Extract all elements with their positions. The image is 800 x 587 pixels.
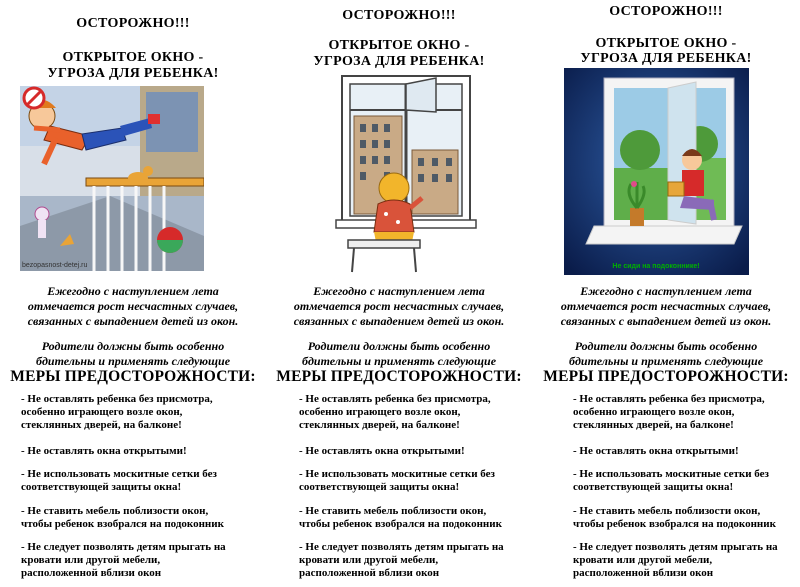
- intro-text: [266, 284, 532, 329]
- title-line-1: ОТКРЫТОЕ ОКНО -: [328, 38, 470, 53]
- rule-line: особенно играющего возле окон,: [299, 406, 461, 419]
- rule-line: расположенной вблизи окон: [21, 567, 162, 580]
- rule-line: кровати или другой мебели,: [573, 554, 713, 567]
- rule-line: - Не использовать москитные сетки без: [573, 468, 769, 480]
- rule-line: особенно играющего возле окон,: [573, 406, 735, 419]
- rule-item: [21, 541, 261, 581]
- rule-line: - Не оставлять окна открытыми!: [299, 445, 465, 457]
- rule-line: чтобы ребенок взобрался на подоконник: [573, 518, 776, 531]
- parents-text: [0, 339, 266, 369]
- parents-line: бдительны и применять следующие: [568, 354, 764, 368]
- rule-line: стеклянных дверей, на балконе!: [299, 419, 460, 432]
- leaflet-column-2: [266, 0, 532, 587]
- parents-line: Родители должны быть особенно: [574, 339, 758, 353]
- windowsill-illustration: [564, 68, 749, 275]
- rule-line: - Не следует позволять детям прыгать на: [21, 541, 226, 553]
- rule-line: - Не оставлять ребенка без присмотра,: [573, 393, 765, 405]
- parents-line: бдительны и применять следующие: [35, 354, 231, 368]
- illustration-child-at-window: [324, 72, 484, 274]
- precautions-heading: МЕРЫ ПРЕДОСТОРОЖНОСТИ:: [543, 368, 789, 385]
- rule-item: [21, 468, 261, 494]
- intro-line: Ежегодно с наступлением лета: [47, 284, 219, 298]
- illustration-child-falling-from-balcony: [20, 86, 204, 271]
- parents-line: бдительны и применять следующие: [301, 354, 497, 368]
- rule-item: [21, 505, 261, 531]
- rule-item: [299, 541, 539, 581]
- rule-line: соответствующей защиты окна!: [299, 481, 460, 494]
- rule-line: кровати или другой мебели,: [299, 554, 439, 567]
- rule-line: стеклянных дверей, на балконе!: [573, 419, 734, 432]
- rule-item: [573, 445, 799, 458]
- title-line-1: ОТКРЫТОЕ ОКНО -: [595, 36, 737, 51]
- rule-item: [299, 393, 539, 433]
- rule-line: - Не ставить мебель поблизости окон,: [21, 505, 209, 517]
- warning-heading: ОСТОРОЖНО!!!: [342, 8, 456, 23]
- intro-line: Ежегодно с наступлением лета: [580, 284, 752, 298]
- rule-line: расположенной вблизи окон: [573, 567, 714, 580]
- intro-line: отмечается рост несчастных случаев,: [560, 299, 772, 313]
- parents-line: Родители должны быть особенно: [307, 339, 491, 353]
- rule-item: [299, 468, 539, 494]
- rule-line: - Не использовать москитные сетки без: [299, 468, 495, 480]
- parents-text: [533, 339, 799, 369]
- rule-item: [299, 505, 539, 531]
- parents-text: [266, 339, 532, 369]
- leaflet-column-1: [0, 0, 266, 587]
- intro-text: [0, 284, 266, 329]
- precautions-heading: МЕРЫ ПРЕДОСТОРОЖНОСТИ:: [276, 368, 522, 385]
- rule-item: [299, 445, 539, 458]
- title-line-1: ОТКРЫТОЕ ОКНО -: [62, 50, 204, 65]
- parents-line: Родители должны быть особенно: [41, 339, 225, 353]
- rule-item: [21, 445, 261, 458]
- rule-line: - Не ставить мебель поблизости окон,: [299, 505, 487, 517]
- precautions-heading: МЕРЫ ПРЕДОСТОРОЖНОСТИ:: [10, 368, 256, 385]
- title-line-2: УГРОЗА ДЛЯ РЕБЕНКА!: [47, 66, 219, 81]
- intro-line: связанных с выпадением детей из окон.: [560, 314, 772, 328]
- rule-line: - Не оставлять окна открытыми!: [573, 445, 739, 457]
- rule-item: [21, 393, 261, 433]
- rule-line: особенно играющего возле окон,: [21, 406, 183, 419]
- rule-line: - Не оставлять окна открытыми!: [21, 445, 187, 457]
- intro-line: Ежегодно с наступлением лета: [313, 284, 485, 298]
- leaflet-column-3: [533, 0, 799, 587]
- intro-line: связанных с выпадением детей из окон.: [27, 314, 239, 328]
- rule-line: чтобы ребенок взобрался на подоконник: [21, 518, 224, 531]
- rule-line: чтобы ребенок взобрался на подоконник: [299, 518, 502, 531]
- rule-item: [573, 468, 799, 494]
- rule-line: расположенной вблизи окон: [299, 567, 440, 580]
- warning-heading: ОСТОРОЖНО!!!: [76, 16, 190, 31]
- intro-line: связанных с выпадением детей из окон.: [293, 314, 505, 328]
- rule-line: - Не следует позволять детям прыгать на: [573, 541, 778, 553]
- window-illustration: [324, 72, 484, 274]
- rule-line: - Не оставлять ребенка без присмотра,: [21, 393, 213, 405]
- rule-line: - Не следует позволять детям прыгать на: [299, 541, 504, 553]
- rule-line: соответствующей защиты окна!: [21, 481, 182, 494]
- rule-line: стеклянных дверей, на балконе!: [21, 419, 182, 432]
- rule-item: [573, 505, 799, 531]
- rule-item: [573, 541, 799, 581]
- intro-line: отмечается рост несчастных случаев,: [27, 299, 239, 313]
- intro-text: [533, 284, 799, 329]
- rule-line: - Не оставлять ребенка без присмотра,: [299, 393, 491, 405]
- balcony-illustration: [20, 86, 204, 271]
- title-line-2: УГРОЗА ДЛЯ РЕБЕНКА!: [580, 51, 752, 66]
- rule-line: - Не ставить мебель поблизости окон,: [573, 505, 761, 517]
- intro-line: отмечается рост несчастных случаев,: [293, 299, 505, 313]
- title-line-2: УГРОЗА ДЛЯ РЕБЕНКА!: [313, 54, 485, 69]
- image-caption-warning: Не сиди на подоконнике!: [612, 263, 700, 270]
- rule-item: [573, 393, 799, 433]
- warning-heading: ОСТОРОЖНО!!!: [609, 4, 723, 19]
- image-caption-site: bezopasnost-detej.ru: [22, 262, 88, 269]
- illustration-child-on-windowsill: [564, 68, 749, 275]
- rule-line: кровати или другой мебели,: [21, 554, 161, 567]
- rule-line: соответствующей защиты окна!: [573, 481, 734, 494]
- rule-line: - Не использовать москитные сетки без: [21, 468, 217, 480]
